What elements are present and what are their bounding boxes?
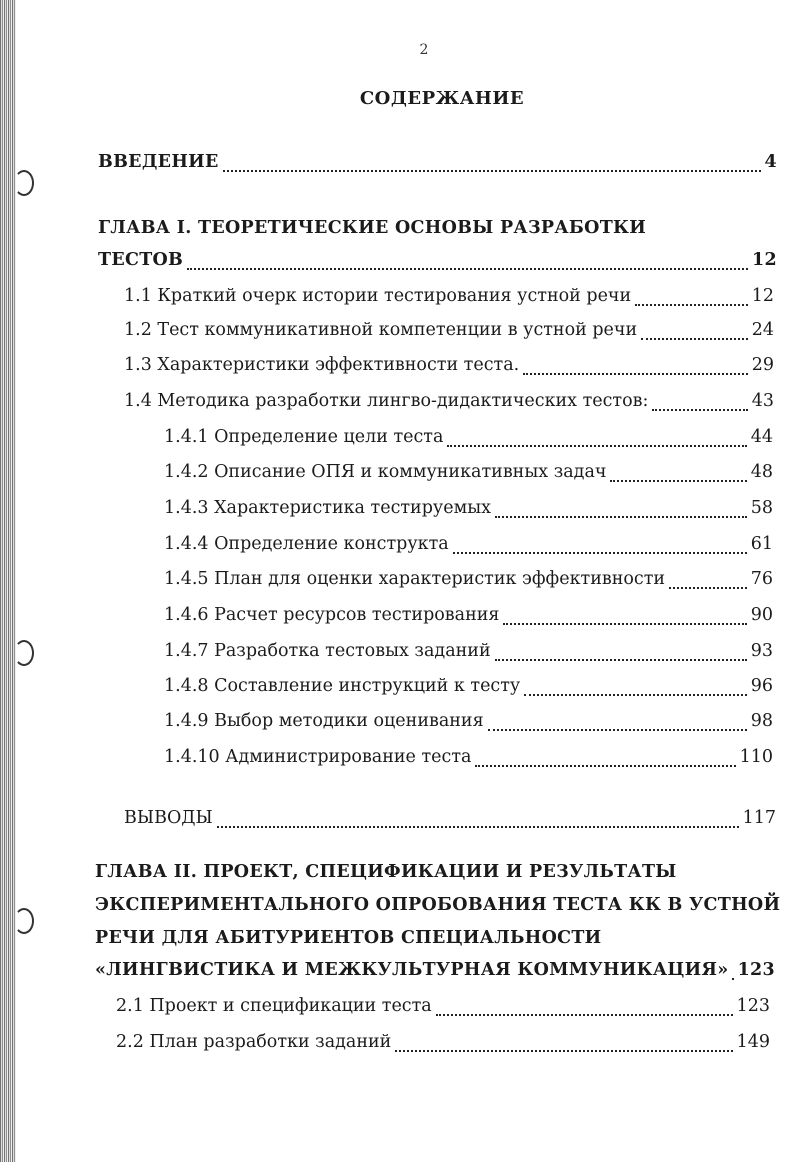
toc-entry-page: 123 (736, 996, 770, 1016)
toc-entry-label: 1.4.10 Администрирование теста (164, 747, 472, 767)
dot-leader (652, 408, 747, 411)
dot-leader (610, 479, 746, 482)
toc-entry-chapter-2[interactable] (95, 960, 775, 986)
dot-leader (641, 337, 748, 340)
toc-entry-label: 1.4.2 Описание ОПЯ и коммуникативных задач (164, 462, 607, 482)
toc-entry-1-2[interactable] (124, 320, 774, 346)
toc-entry-chapter-1[interactable] (98, 250, 777, 276)
toc-title: СОДЕРЖАНИЕ (359, 88, 525, 109)
toc-entry-page: 123 (737, 960, 775, 980)
toc-entry-page: 24 (751, 320, 774, 340)
toc-entry-page: 4 (764, 152, 777, 172)
chapter-2-heading-line-1[interactable]: ГЛАВА II. ПРОЕКТ, СПЕЦИФИКАЦИИ И РЕЗУЛЬТАТЫ (95, 862, 677, 882)
toc-entry-label: 1.2 Тест коммуникативной компетенции в устной речи (124, 320, 638, 340)
toc-entry-page: 93 (750, 641, 773, 661)
toc-entry-2-1[interactable] (116, 996, 770, 1022)
toc-entry-conclusions[interactable] (124, 808, 776, 834)
binding-edge (0, 0, 16, 1162)
toc-entry-label: ВВЕДЕНИЕ (98, 152, 219, 172)
page-number: 2 (419, 42, 429, 58)
binding-hole-2 (14, 640, 34, 666)
toc-entry-label: 1.4.1 Определение цели теста (164, 427, 444, 447)
toc-entry-page: 149 (736, 1032, 770, 1052)
toc-entry-1-4-9[interactable] (164, 711, 773, 737)
toc-entry-1-4-10[interactable] (164, 747, 773, 773)
binding-hole-1 (14, 170, 34, 196)
toc-entry-1-4-3[interactable] (164, 498, 773, 524)
toc-entry-page: 96 (750, 676, 773, 696)
toc-entry-page: 110 (739, 747, 773, 767)
toc-entry-page: 90 (750, 605, 773, 625)
dot-leader (669, 586, 747, 589)
toc-entry-label: 1.4.3 Характеристика тестируемых (164, 498, 491, 518)
toc-entry-label: 1.4.8 Составление инструкций к тесту (164, 676, 521, 696)
toc-entry-1-4-6[interactable] (164, 605, 773, 631)
toc-entry-label: 1.3 Характеристики эффективности теста. (124, 355, 520, 375)
toc-entry-1-4-4[interactable] (164, 534, 773, 560)
dot-leader (395, 1049, 732, 1052)
toc-entry-page: 12 (752, 250, 777, 270)
toc-entry-page: 12 (751, 286, 774, 306)
toc-entry-label: 1.4.5 План для оценки характеристик эффективности (164, 569, 666, 589)
toc-entry-label: 1.1 Краткий очерк истории тестирования устной речи (124, 286, 632, 306)
toc-entry-page: 117 (742, 808, 776, 828)
dot-leader (447, 444, 746, 447)
dot-leader (436, 1013, 733, 1016)
dot-leader (475, 764, 735, 767)
toc-entry-introduction[interactable] (98, 152, 777, 178)
dot-leader (635, 303, 748, 306)
toc-entry-page: 29 (751, 355, 774, 375)
dot-leader (732, 977, 733, 980)
chapter-2-heading-line-3[interactable]: РЕЧИ ДЛЯ АБИТУРИЕНТОВ СПЕЦИАЛЬНОСТИ (95, 928, 602, 948)
toc-entry-label: 1.4.6 Расчет ресурсов тестирования (164, 605, 500, 625)
binding-hole-3 (14, 908, 34, 934)
chapter-1-heading-line-1[interactable]: ГЛАВА I. ТЕОРЕТИЧЕСКИЕ ОСНОВЫ РАЗРАБОТКИ (98, 218, 647, 238)
dot-leader (523, 372, 748, 375)
toc-entry-1-1[interactable] (124, 286, 774, 312)
dot-leader (495, 515, 747, 518)
toc-entry-label: 1.4.7 Разработка тестовых заданий (164, 641, 491, 661)
toc-entry-1-4-7[interactable] (164, 641, 773, 667)
toc-entry-page: 76 (750, 569, 773, 589)
toc-entry-label: ВЫВОДЫ (124, 808, 213, 828)
toc-entry-label: «ЛИНГВИСТИКА И МЕЖКУЛЬТУРНАЯ КОММУНИКАЦИЯ» (95, 960, 729, 980)
dot-leader (453, 551, 747, 554)
dot-leader (223, 169, 761, 172)
toc-entry-page: 58 (750, 498, 773, 518)
toc-entry-page: 43 (751, 391, 774, 411)
toc-entry-1-4-8[interactable] (164, 676, 773, 702)
toc-entry-page: 48 (750, 462, 773, 482)
toc-entry-label: 1.4 Методика разработки лингво-дидактических тестов: (124, 391, 649, 411)
toc-entry-2-2[interactable] (116, 1032, 770, 1058)
dot-leader (187, 267, 748, 270)
dot-leader (488, 728, 747, 731)
toc-entry-page: 44 (750, 427, 773, 447)
dot-leader (495, 658, 747, 661)
dot-leader (503, 622, 746, 625)
toc-entry-1-3[interactable] (124, 355, 774, 381)
toc-entry-label: ТЕСТОВ (98, 250, 184, 270)
toc-entry-label: 2.1 Проект и спецификации теста (116, 996, 432, 1016)
toc-entry-label: 1.4.9 Выбор методики оценивания (164, 711, 484, 731)
toc-entry-1-4-1[interactable] (164, 427, 773, 453)
toc-entry-1-4[interactable] (124, 391, 774, 417)
toc-entry-page: 98 (750, 711, 773, 731)
dot-leader (524, 693, 747, 696)
toc-entry-1-4-5[interactable] (164, 569, 773, 595)
toc-entry-1-4-2[interactable] (164, 462, 773, 488)
toc-entry-page: 61 (750, 534, 773, 554)
toc-entry-label: 2.2 План разработки заданий (116, 1032, 392, 1052)
chapter-2-heading-line-2[interactable]: ЭКСПЕРИМЕНТАЛЬНОГО ОПРОБОВАНИЯ ТЕСТА КК В УСТНОЙ (95, 895, 781, 915)
dot-leader (217, 825, 739, 828)
toc-entry-label: 1.4.4 Определение конструкта (164, 534, 449, 554)
